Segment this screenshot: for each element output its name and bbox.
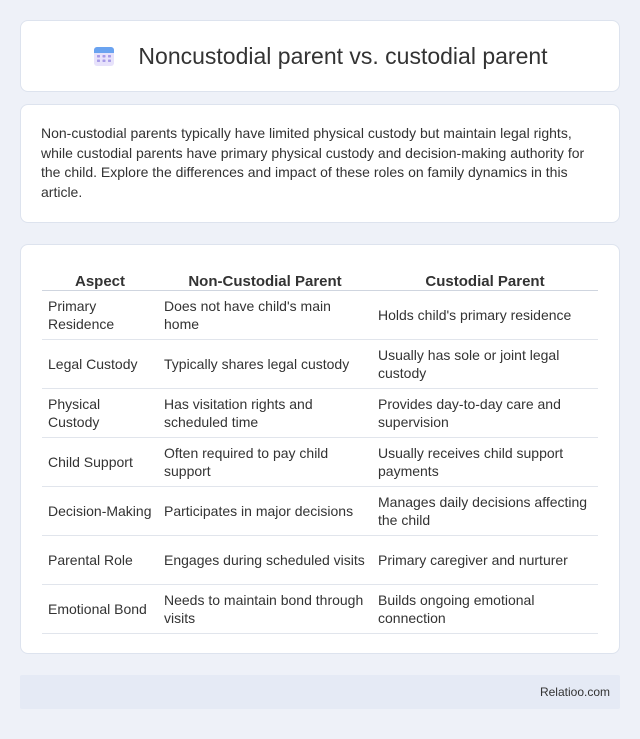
table-cell: Decision-Making [42, 487, 158, 536]
footer [20, 675, 620, 709]
title-card [20, 20, 620, 92]
table-row [42, 536, 598, 585]
footer-brand: Relatioo.com [539, 685, 610, 699]
table-row [42, 585, 598, 634]
table-cell: Needs to maintain bond through visits [158, 585, 372, 634]
table-cell: Typically shares legal custody [158, 340, 372, 389]
table-cell: Participates in major decisions [158, 487, 372, 536]
table-cell: Holds child's primary residence [372, 291, 598, 340]
table-cell: Often required to pay child support [158, 438, 372, 487]
table-header-row [42, 265, 598, 291]
column-header: Custodial Parent [372, 265, 598, 291]
table-cell: Manages daily decisions affecting the child [372, 487, 598, 536]
table-row [42, 487, 598, 536]
table-cell: Has visitation rights and scheduled time [158, 389, 372, 438]
table-row [42, 438, 598, 487]
table-cell: Does not have child's main home [158, 291, 372, 340]
table-cell: Emotional Bond [42, 585, 158, 634]
table-row [42, 389, 598, 438]
table-cell: Builds ongoing emotional connection [372, 585, 598, 634]
table-cell: Usually has sole or joint legal custody [372, 340, 598, 389]
intro-card [20, 104, 620, 223]
calendar-icon [92, 44, 116, 68]
table-cell: Primary Residence [42, 291, 158, 340]
table-cell: Primary caregiver and nurturer [372, 536, 598, 585]
table-cell: Usually receives child support payments [372, 438, 598, 487]
column-header: Aspect [42, 265, 158, 291]
table-row [42, 291, 598, 340]
table-cell: Engages during scheduled visits [158, 536, 372, 585]
table-cell: Child Support [42, 438, 158, 487]
intro-text: Non-custodial parents typically have limited physical custody but maintain legal rights, while custodial parents have primary physical custody and decision-making authority for the child. Explore the differences and impact of these roles on family dynamics in this article. [41, 125, 585, 200]
table-cell: Legal Custody [42, 340, 158, 389]
table-cell: Parental Role [42, 536, 158, 585]
comparison-card [20, 244, 620, 654]
table-cell: Physical Custody [42, 389, 158, 438]
table-row [42, 340, 598, 389]
comparison-table [42, 265, 598, 634]
page-title: Noncustodial parent vs. custodial parent [138, 42, 548, 69]
table-cell: Provides day-to-day care and supervision [372, 389, 598, 438]
column-header: Non-Custodial Parent [158, 265, 372, 291]
